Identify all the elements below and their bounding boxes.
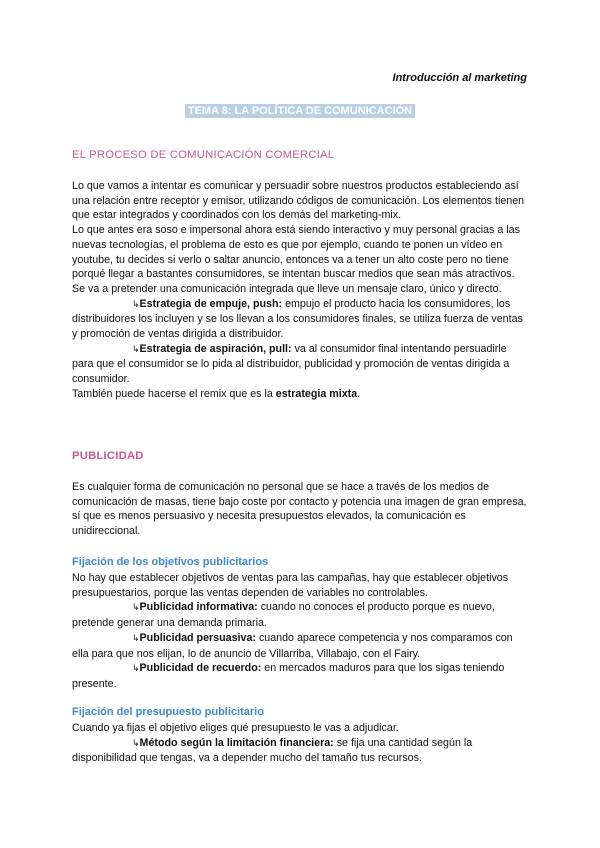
push-strategy-item: [72, 297, 528, 342]
mixed-prefix: También puede hacerse el remix que es la: [72, 387, 276, 400]
paragraph: Cuando ya fijas el objetivo eliges qué presupuesto le vas a adjudicar.: [72, 722, 399, 734]
informative-ad-label: Publicidad informativa:: [139, 601, 258, 614]
reminder-ad-label: Publicidad de recuerdo:: [139, 662, 262, 675]
subheading-budget: Fijación del presupuesto publicitario: [72, 706, 264, 718]
persuasive-ad-text: cuando aparece competencia y nos comparamos con ella para que nos elijan, lo de anuncio de Villarriba, Villabajo, con el Fairy.: [72, 631, 513, 660]
course-header: Introducción al marketing: [392, 72, 527, 84]
section-heading-advertising: PUBLICIDAD: [72, 450, 144, 462]
reminder-ad-text: en mercados maduros para que los sigas teniendo presente.: [72, 662, 505, 690]
pull-strategy-text: va al consumidor final intentando persuadirle para que el consumidor se lo pida al distribuidor, publicidad y promoción de ventas dirigida a consumidor.: [72, 342, 510, 386]
arrow-icon: ↳: [132, 633, 140, 644]
arrow-icon: ↳: [132, 664, 140, 675]
page-title: TEMA 8: LA POLÍTICA DE COMUNICACIÓN: [185, 104, 415, 118]
objectives-body: [72, 571, 528, 692]
mixed-suffix: .: [357, 387, 361, 400]
mixed-strategy-paragraph: [72, 387, 528, 402]
paragraph: Es cualquier forma de comunicación no personal que se hace a través de los medios de comunicación de masas, tiene bajo coste por contacto y potencia una imagen de gran empresa, sí que es menos persuasivo y necesita presupuestos elevados, la comunicación es unidireccional.: [72, 481, 527, 538]
paragraph: Lo que antes era soso e impersonal ahora está siendo interactivo y muy personal gracias a las nuevas tecnologías, el problema de esto es que por ejemplo, cuando te ponen un vídeo en youtube, tu decides si verlo o saltar anuncio, entonces va a tener un alto coste pero no tiene porqué llegar a bastantes consumidores, se intentan buscar medios que sean más atractivos.: [72, 224, 520, 281]
push-strategy-text: empujo el producto hacia los consumidores, los distribuidores los incluyen y se los llevan a los consumidores finales, se utiliza fuerza de ventas y promoción de ventas dirigida a distribuidor.: [72, 297, 523, 341]
arrow-icon: ↳: [132, 738, 140, 749]
persuasive-ad-item: [72, 631, 528, 661]
title-row: [0, 101, 600, 119]
section-communication-body: [72, 179, 528, 402]
mixed-strategy-label: estrategia mixta: [275, 387, 358, 400]
section-heading-communication: EL PROCESO DE COMUNICACIÓN COMERCIAL: [72, 149, 335, 161]
paragraph: Se va a pretender una comunicación integrada que lleve un mensaje claro, único y directo.: [72, 282, 502, 295]
financial-limit-method-text: se fija una cantidad según la disponibilidad que tengas, va a depender mucho del tamaño tus recursos.: [72, 736, 473, 765]
section-advertising-intro: [72, 480, 528, 539]
pull-strategy-label: Estrategia de aspiración, pull:: [139, 342, 292, 355]
budget-body: [72, 721, 528, 766]
reminder-ad-item: [72, 661, 528, 691]
financial-limit-method-label: Método según la limitación financiera:: [139, 736, 334, 749]
paragraph: No hay que establecer objetivos de ventas para las campañas, hay que establecer objetivos presupuestarios, porque las ventas dependen de variables no controlables.: [72, 572, 509, 599]
informative-ad-text: cuando no conoces el producto porque es nuevo, pretende generar una demanda primaria.: [72, 601, 495, 630]
arrow-icon: ↳: [132, 299, 140, 310]
informative-ad-item: [72, 600, 528, 630]
arrow-icon: ↳: [132, 344, 140, 355]
persuasive-ad-label: Publicidad persuasiva:: [139, 631, 256, 644]
arrow-icon: ↳: [132, 603, 140, 614]
pull-strategy-item: [72, 342, 528, 387]
push-strategy-label: Estrategia de empuje, push:: [139, 297, 283, 310]
financial-limit-method-item: [72, 736, 528, 766]
paragraph: Lo que vamos a intentar es comunicar y persuadir sobre nuestros productos estableciendo así una relación entre receptor y emisor, utilizando códigos de comunicación. Los elementos tienen que estar integrados y coordinados con los demás del marketing-mix.: [72, 180, 525, 222]
subheading-objectives: Fijación de los objetivos publicitarios: [72, 556, 269, 568]
